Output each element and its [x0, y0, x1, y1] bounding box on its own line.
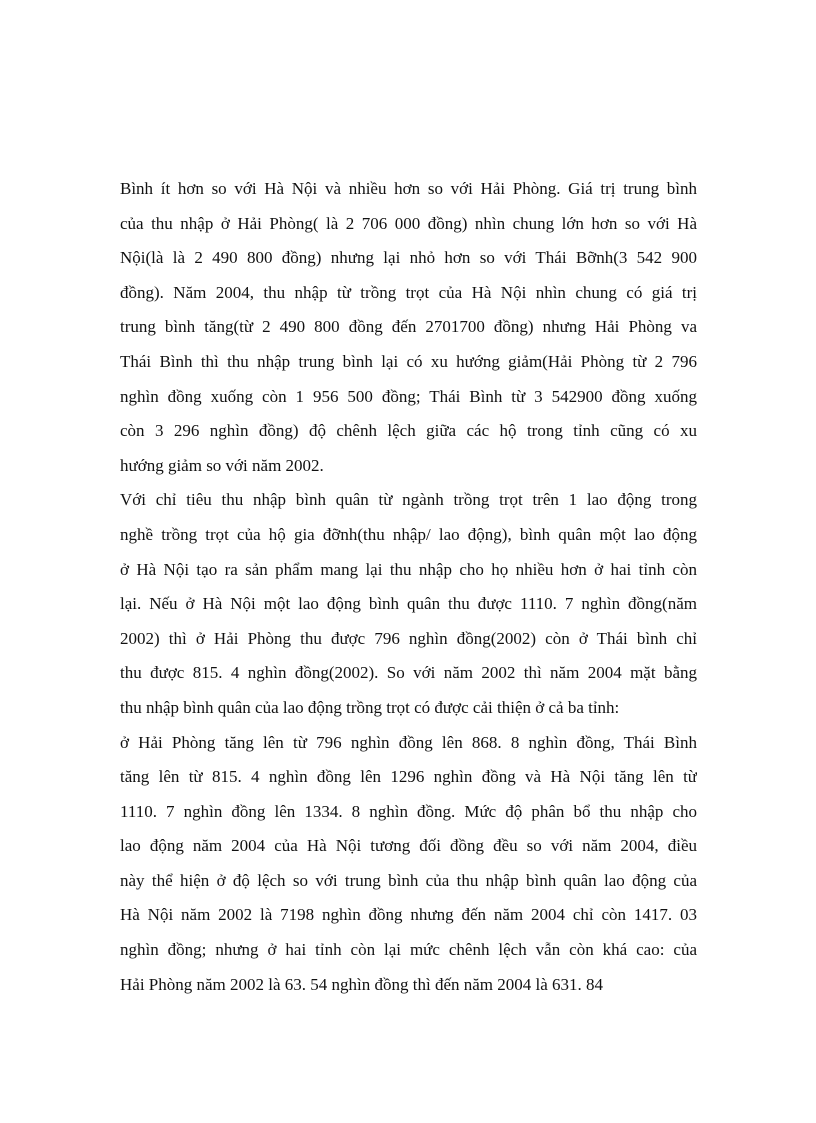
text-line: ở Hà Nội tạo ra sản phẩm mang lại thu nhập cho họ nhiều hơn ở hai tỉnh còn	[120, 559, 697, 579]
text-line: Hải Phòng năm 2002 là 63. 54 nghìn đồng thì đến năm 2004 là 631. 84	[120, 974, 604, 994]
body-text	[120, 172, 697, 1002]
text-line: trung bình tăng(từ 2 490 800 đồng đến 2701700 đồng) nhưng Hải Phòng va	[120, 317, 697, 337]
text-line: 1110. 7 nghìn đồng lên 1334. 8 nghìn đồng. Mức độ phân bổ thu nhập cho	[120, 801, 697, 821]
text-line: 2002) thì ở Hải Phòng thu được 796 nghìn đồng(2002) còn ở Thái bình chỉ	[120, 628, 697, 648]
text-line: thu được 815. 4 nghìn đồng(2002). So với năm 2002 thì năm 2004 mặt bằng	[120, 663, 697, 683]
text-line: này thể hiện ở độ lệch so với trung bình của thu nhập bình quân lao động của	[120, 870, 697, 890]
text-line: Nội(là là 2 490 800 đồng) nhưng lại nhỏ hơn so với Thái Bỡnh(3 542 900	[120, 248, 697, 268]
text-line: Hà Nội năm 2002 là 7198 nghìn đồng nhưng đến năm 2004 chỉ còn 1417. 03	[120, 905, 697, 925]
text-line: của thu nhập ở Hải Phòng( là 2 706 000 đồng) nhìn chung lớn hơn so với Hà	[120, 213, 697, 233]
text-line: Bình ít hơn so với Hà Nội và nhiều hơn so với Hải Phòng. Giá trị trung bình	[120, 179, 697, 198]
text-line: hướng giảm so với năm 2002.	[120, 455, 324, 475]
text-line: còn 3 296 nghìn đồng) độ chênh lệch giữa các hộ trong tỉnh cũng có xu	[120, 421, 697, 441]
text-line: lại. Nếu ở Hà Nội một lao động bình quân thu được 1110. 7 nghìn đồng(năm	[120, 594, 697, 614]
text-line: nghìn đồng xuống còn 1 956 500 đồng; Thái Bình từ 3 542900 đồng xuống	[120, 386, 697, 406]
text-line: Với chỉ tiêu thu nhập bình quân từ ngành trồng trọt trên 1 lao động trong	[120, 490, 697, 510]
text-line: lao động năm 2004 của Hà Nội tương đối đồng đều so với năm 2004, điều	[120, 836, 697, 856]
text-line: Thái Bình thì thu nhập trung bình lại có xu hướng giảm(Hải Phòng từ 2 796	[120, 351, 697, 371]
text-line: đồng). Năm 2004, thu nhập từ trồng trọt của Hà Nội nhìn chung có giá trị	[120, 282, 697, 302]
text-line: nghề trồng trọt của hộ gia đỡnh(thu nhập/ lao động), bình quân một lao động	[120, 524, 697, 544]
text-line: tăng lên từ 815. 4 nghìn đồng lên 1296 nghìn đồng và Hà Nội tăng lên từ	[120, 767, 697, 787]
text-line: nghìn đồng; nhưng ở hai tỉnh còn lại mức chênh lệch vẫn còn khá cao: của	[120, 940, 697, 960]
text-line: thu nhập bình quân của lao động trồng trọt có được cải thiện ở cả ba tỉnh:	[120, 697, 620, 717]
text-line: ở Hải Phòng tăng lên từ 796 nghìn đồng lên 868. 8 nghìn đồng, Thái Bình	[120, 732, 697, 752]
